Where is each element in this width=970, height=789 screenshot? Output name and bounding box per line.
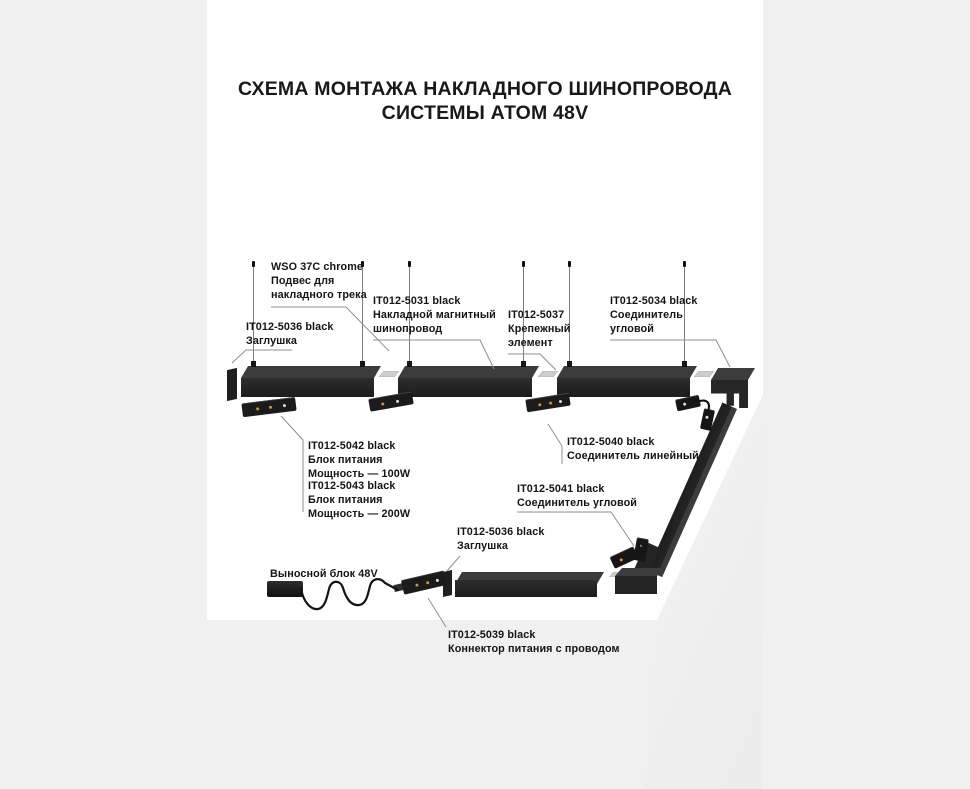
wire-hanger bbox=[682, 361, 687, 367]
label-line: Заглушка bbox=[246, 334, 297, 347]
label-line: IT012-5041 black bbox=[517, 483, 605, 495]
page-title bbox=[0, 78, 970, 125]
ceiling-anchor-dot bbox=[683, 261, 686, 267]
label-line: Мощность — 200W bbox=[308, 507, 411, 520]
corner-connector-top bbox=[615, 568, 664, 576]
contact-pin bbox=[426, 580, 430, 584]
track-segment-top bbox=[557, 366, 697, 378]
corner-connector bbox=[615, 576, 657, 594]
label-line: Крепежный bbox=[508, 322, 571, 335]
contact-pin bbox=[415, 583, 419, 587]
label-endcap-bottom bbox=[457, 526, 544, 554]
contact-pin bbox=[705, 416, 709, 420]
ceiling-anchor-dot bbox=[408, 261, 411, 267]
label-line: IT012-5036 black bbox=[246, 321, 334, 333]
contact-pin bbox=[619, 558, 623, 562]
track-segment bbox=[557, 378, 690, 397]
label-power-connector bbox=[448, 629, 620, 657]
label-line: угловой bbox=[610, 322, 654, 335]
label-line: IT012-5037 bbox=[508, 309, 565, 321]
contact-pin bbox=[559, 400, 562, 403]
wire-hanger bbox=[567, 361, 572, 367]
label-line: WSO 37C chrome bbox=[271, 261, 363, 273]
track-segment bbox=[398, 378, 532, 397]
label-line: IT012-5034 black bbox=[610, 295, 698, 307]
label-line: накладного трека bbox=[271, 288, 367, 301]
track-segment-top bbox=[241, 366, 381, 378]
label-line: Блок питания bbox=[308, 453, 383, 466]
label-line: Блок питания bbox=[308, 493, 383, 506]
suspension-wire bbox=[253, 266, 254, 366]
label-remote-block bbox=[270, 568, 378, 582]
label-endcap-top bbox=[246, 321, 333, 349]
label-mount-clip bbox=[508, 309, 571, 350]
ceiling-anchor-dot bbox=[252, 261, 255, 267]
track-segment bbox=[455, 580, 597, 597]
label-line: IT012-5040 black bbox=[567, 436, 655, 448]
label-psu-200w bbox=[308, 480, 410, 521]
label-line: Подвес для bbox=[271, 274, 335, 287]
label-line: IT012-5039 black bbox=[448, 629, 536, 641]
label-corner-flex bbox=[517, 483, 637, 511]
label-line: IT012-5043 black bbox=[308, 480, 396, 492]
label-line: IT012-5042 black bbox=[308, 440, 396, 452]
label-track bbox=[373, 295, 496, 336]
ceiling-anchor-dot bbox=[568, 261, 571, 267]
label-line: Мощность — 100W bbox=[308, 467, 411, 480]
contact-pin bbox=[549, 401, 552, 404]
label-suspension bbox=[271, 261, 367, 302]
label-line: Соединитель угловой bbox=[517, 496, 638, 509]
label-line: шинопровод bbox=[373, 322, 443, 335]
label-line: IT012-5031 black bbox=[373, 295, 461, 307]
wire-hanger bbox=[407, 361, 412, 367]
endcap-piece bbox=[227, 368, 237, 401]
label-psu-100w bbox=[308, 440, 410, 481]
contact-pin bbox=[639, 545, 642, 548]
contact-pin bbox=[282, 404, 285, 407]
wire-hanger bbox=[251, 361, 256, 367]
contact-pin bbox=[396, 399, 399, 402]
label-line: Соединитель bbox=[610, 308, 683, 321]
label-corner-top bbox=[610, 295, 697, 336]
label-line: Накладной магнитный bbox=[373, 308, 496, 321]
contact-pin bbox=[256, 407, 259, 410]
title-line-2: СИСТЕМЫ АТОМ 48V bbox=[381, 101, 589, 124]
contact-pin bbox=[538, 403, 541, 406]
corner-connector-top bbox=[711, 368, 755, 380]
ceiling-anchor-dot bbox=[522, 261, 525, 267]
contact-pin bbox=[436, 578, 440, 582]
label-linear-connector bbox=[567, 436, 699, 464]
wire-hanger bbox=[360, 361, 365, 367]
label-line: Соединитель линейный bbox=[567, 449, 699, 462]
label-line: Коннектор питания с проводом bbox=[448, 642, 620, 655]
label-line: элемент bbox=[508, 336, 553, 349]
wire-hanger bbox=[521, 361, 526, 367]
label-line: IT012-5036 black bbox=[457, 526, 545, 538]
track-segment-top bbox=[398, 366, 539, 378]
title-line-1: СХЕМА МОНТАЖА НАКЛАДНОГО ШИНОПРОВОДА bbox=[237, 78, 733, 100]
contact-pin bbox=[683, 403, 687, 407]
contact-pin bbox=[381, 402, 384, 405]
remote-driver-box bbox=[267, 581, 303, 597]
label-line: Выносной блок 48V bbox=[270, 568, 378, 580]
contact-pin bbox=[269, 406, 272, 409]
label-line: Заглушка bbox=[457, 539, 508, 552]
track-segment bbox=[241, 378, 374, 397]
